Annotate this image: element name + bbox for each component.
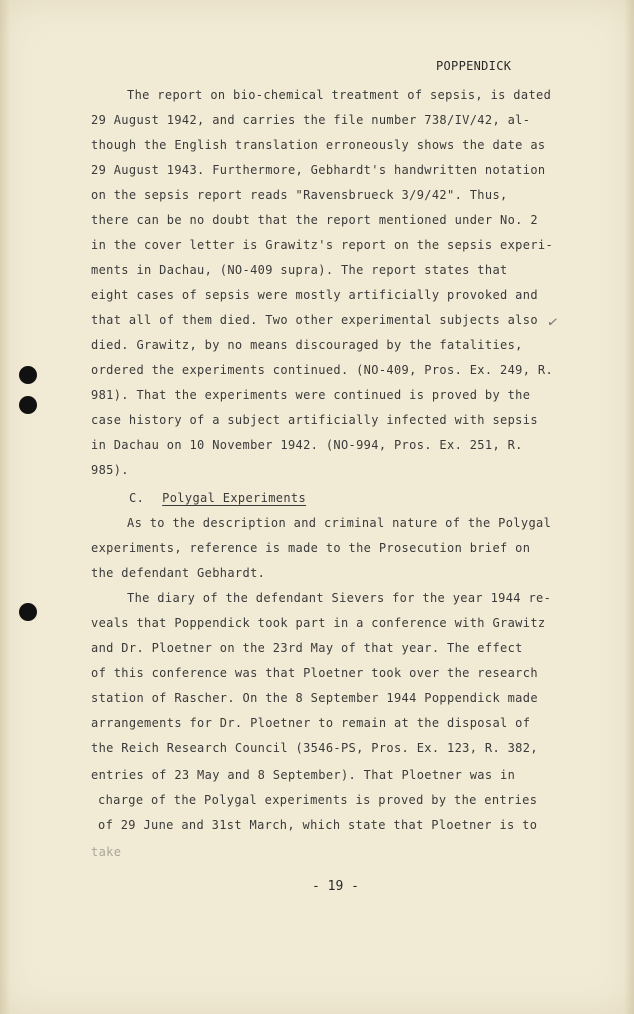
- punch-hole: [19, 603, 37, 621]
- text-line: of this conference was that Ploetner took over the research: [91, 666, 538, 680]
- punch-hole: [19, 366, 37, 384]
- paper-edge-stain: [0, 0, 10, 1014]
- text-line: died. Grawitz, by no means discouraged by the fatalities,: [91, 338, 523, 352]
- text-line: experiments, reference is made to the Prosecution brief on: [91, 541, 531, 555]
- text-line: 985).: [91, 463, 129, 477]
- section-heading: [129, 491, 306, 505]
- text-line: arrangements for Dr. Ploetner to remain at the disposal of: [91, 716, 531, 730]
- text-line: charge of the Polygal experiments is proved by the entries: [98, 793, 538, 807]
- text-line: in the cover letter is Grawitz's report on the sepsis experi-: [91, 238, 554, 252]
- text-line: The diary of the defendant Sievers for the year 1944 re-: [127, 591, 552, 605]
- text-line: 29 August 1943. Furthermore, Gebhardt's handwritten notation: [91, 163, 546, 177]
- text-line: station of Rascher. On the 8 September 1944 Poppendick made: [91, 691, 538, 705]
- section-title: Polygal Experiments: [162, 491, 307, 505]
- paper-edge-stain: [624, 0, 634, 1014]
- text-line: and Dr. Ploetner on the 23rd May of that year. The effect: [91, 641, 523, 655]
- text-line: the Reich Research Council (3546-PS, Pros. Ex. 123, R. 382,: [91, 741, 538, 755]
- text-line: ordered the experiments continued. (NO-409, Pros. Ex. 249, R.: [91, 363, 554, 377]
- text-line: case history of a subject artificially infected with sepsis: [91, 413, 538, 427]
- text-line: eight cases of sepsis were mostly artificially provoked and: [91, 288, 538, 302]
- text-line: on the sepsis report reads "Ravensbrueck 3/9/42". Thus,: [91, 188, 508, 202]
- text-line: take: [91, 845, 122, 859]
- text-line: that all of them died. Two other experimental subjects also: [91, 313, 538, 327]
- text-line: veals that Poppendick took part in a conference with Grawitz: [91, 616, 546, 630]
- running-header: POPPENDICK: [436, 59, 512, 73]
- text-line: the defendant Gebhardt.: [91, 566, 266, 580]
- text-line: there can be no doubt that the report mentioned under No. 2: [91, 213, 538, 227]
- text-line: The report on bio-chemical treatment of sepsis, is dated: [127, 88, 552, 102]
- margin-check-mark: ✓: [546, 311, 560, 332]
- page-number: - 19 -: [312, 879, 359, 894]
- text-line: 981). That the experiments were continued is proved by the: [91, 388, 531, 402]
- text-line: 29 August 1942, and carries the file number 738/IV/42, al-: [91, 113, 531, 127]
- text-line: though the English translation erroneously shows the date as: [91, 138, 546, 152]
- text-line: ments in Dachau, (NO-409 supra). The report states that: [91, 263, 508, 277]
- text-line: entries of 23 May and 8 September). That Ploetner was in: [91, 768, 516, 782]
- punch-hole: [19, 396, 37, 414]
- text-line: of 29 June and 31st March, which state that Ploetner is to: [98, 818, 538, 832]
- section-letter: C.: [129, 491, 145, 505]
- text-line: in Dachau on 10 November 1942. (NO-994, Pros. Ex. 251, R.: [91, 438, 523, 452]
- text-line: As to the description and criminal nature of the Polygal: [127, 516, 552, 530]
